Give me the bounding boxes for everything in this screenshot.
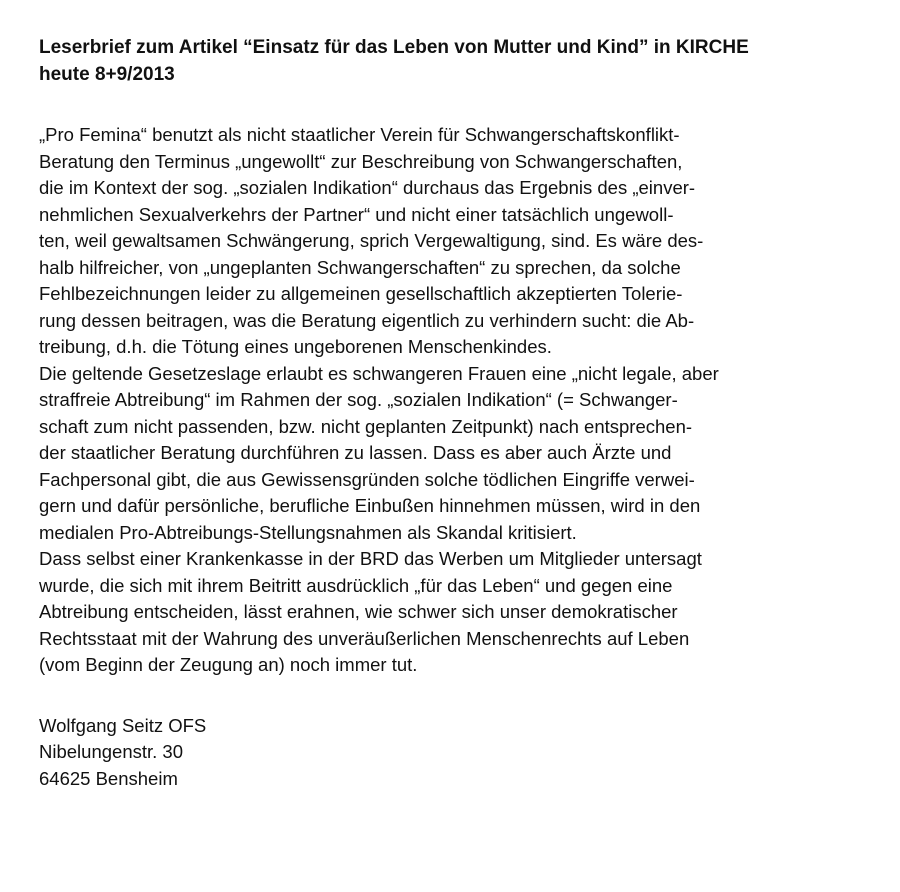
signature-name: Wolfgang Seitz OFS	[39, 714, 207, 736]
body-line: halb hilfreicher, von „ungeplanten Schwangerschaften“ zu sprechen, da solche	[39, 256, 681, 278]
body-line: „Pro Femina“ benutzt als nicht staatlicher Verein für Schwangerschaftskonflikt-	[39, 124, 680, 145]
body-line: rung dessen beitragen, was die Beratung eigentlich zu verhindern sucht: die Ab-	[39, 309, 695, 331]
body-line: Beratung den Terminus „ungewollt“ zur Beschreibung von Schwangerschaften,	[39, 150, 683, 172]
body-line: straffreie Abtreibung“ im Rahmen der sog. „sozialen Indikation“ (= Schwanger-	[39, 389, 678, 410]
title-line: heute 8+9/2013	[39, 64, 175, 85]
body-line: Die geltende Gesetzeslage erlaubt es schwangeren Frauen eine „nicht legale, aber	[39, 362, 719, 384]
letter-body	[39, 122, 869, 679]
body-line: medialen Pro-Abtreibungs-Stellungsnahmen als Skandal kritisiert.	[39, 521, 577, 543]
title-line: Leserbrief zum Artikel “Einsatz für das Leben von Mutter und Kind” in KIRCHE	[39, 37, 749, 58]
body-line: Rechtsstaat mit der Wahrung des unveräußerlichen Menschenrechts auf Leben	[39, 627, 690, 649]
letter-title	[39, 34, 869, 88]
body-line: gern und dafür persönliche, berufliche Einbußen hinnehmen müssen, wird in den	[39, 495, 701, 516]
body-line: wurde, die sich mit ihrem Beitritt ausdrücklich „für das Leben“ und gegen eine	[39, 574, 673, 596]
body-line: ten, weil gewaltsamen Schwängerung, sprich Vergewaltigung, sind. Es wäre des-	[39, 230, 704, 251]
body-line: Abtreibung entscheiden, lässt erahnen, wie schwer sich unser demokratischer	[39, 601, 678, 622]
body-line: treibung, d.h. die Tötung eines ungeborenen Menschenkindes.	[39, 336, 552, 357]
body-line: die im Kontext der sog. „sozialen Indikation“ durchaus das Ergebnis des „einver-	[39, 177, 696, 198]
body-line: Fachpersonal gibt, die aus Gewissensgründen solche tödlichen Eingriffe verwei-	[39, 468, 695, 490]
body-line: Dass selbst einer Krankenkasse in der BRD das Werben um Mitglieder untersagt	[39, 548, 702, 569]
body-line: Fehlbezeichnungen leider zu allgemeinen gesellschaftlich akzeptierten Tolerie-	[39, 283, 683, 304]
body-line: nehmlichen Sexualverkehrs der Partner“ und nicht einer tatsächlich ungewoll-	[39, 203, 674, 225]
body-line: der staatlicher Beratung durchführen zu lassen. Dass es aber auch Ärzte und	[39, 442, 672, 463]
signature-city: 64625 Bensheim	[39, 767, 178, 789]
signature-block	[39, 713, 869, 793]
body-line: (vom Beginn der Zeugung an) noch immer tut.	[39, 654, 418, 675]
body-line: schaft zum nicht passenden, bzw. nicht geplanten Zeitpunkt) nach entsprechen-	[39, 415, 693, 437]
signature-street: Nibelungenstr. 30	[39, 741, 183, 762]
letter-page	[39, 34, 869, 792]
